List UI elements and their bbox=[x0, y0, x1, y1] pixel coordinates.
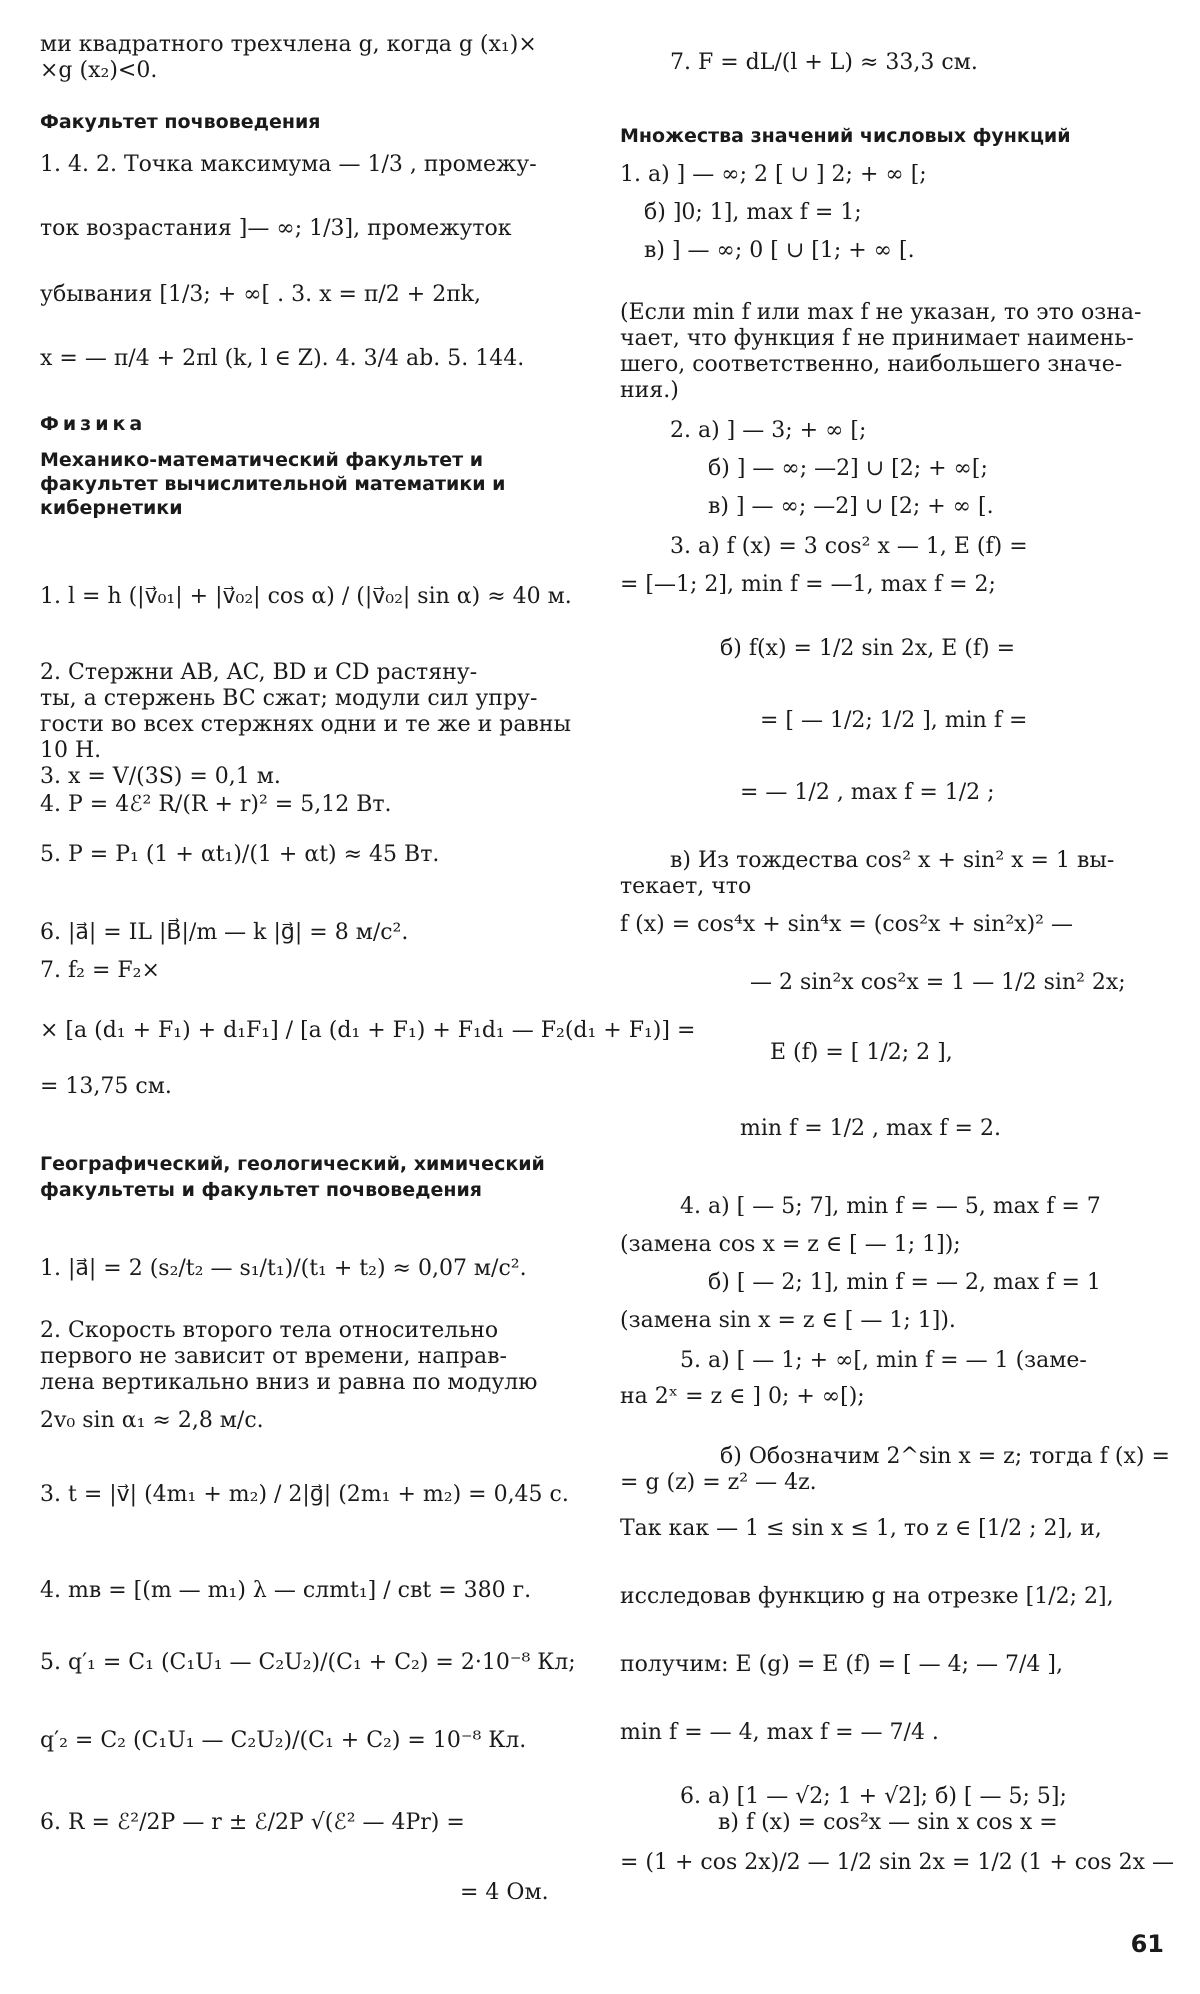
formula-line: E (f) = [ 1/2; 2 ], bbox=[770, 1040, 953, 1065]
formula-line: 4. P = 4ℰ² R/(R + r)² = 5,12 Вт. bbox=[40, 792, 392, 817]
text-line: x = — π/4 + 2πl (k, l ∈ Z). 4. 3/4 ab. 5. 144. bbox=[40, 346, 525, 371]
section-heading: Факультет почвоведения bbox=[40, 111, 321, 133]
text-line: в) ] — ∞; 0 [ ∪ [1; + ∞ [. bbox=[644, 238, 915, 263]
text-line: шего, соответственно, наибольшего значе- bbox=[620, 352, 1123, 377]
formula-line: = — 1/2 , max f = 1/2 ; bbox=[740, 780, 995, 805]
formula-line: 5. а) [ — 1; + ∞[, min f = — 1 (заме- bbox=[680, 1348, 1087, 1373]
text-line: б) ]0; 1], max f = 1; bbox=[644, 200, 862, 225]
formula-line: 5. P = P₁ (1 + αt₁)/(1 + αt) ≈ 45 Вт. bbox=[40, 842, 440, 867]
text-line: б) ] — ∞; —2] ∪ [2; + ∞[; bbox=[708, 456, 988, 481]
text-line: 2. Скорость второго тела относительно bbox=[40, 1318, 499, 1343]
formula-line: = [—1; 2], min f = —1, max f = 2; bbox=[620, 572, 996, 597]
text-line: 1. а) ] — ∞; 2 [ ∪ ] 2; + ∞ [; bbox=[620, 162, 927, 187]
text-line: текает, что bbox=[620, 874, 752, 899]
formula-line: 3. а) f (x) = 3 cos² x — 1, E (f) = bbox=[670, 534, 1028, 559]
formula-line: = 13,75 см. bbox=[40, 1074, 172, 1099]
formula-line: = (1 + cos 2x)/2 — 1/2 sin 2x = 1/2 (1 + cos 2x — bbox=[620, 1850, 1175, 1875]
formula-line: 6. а) [1 — √2; 1 + √2]; б) [ — 5; 5]; bbox=[680, 1784, 1067, 1809]
text-line: 1. 4. 2. Точка максимума — 1/3 , промежу- bbox=[40, 152, 537, 177]
text-line: 2. а) ] — 3; + ∞ [; bbox=[670, 418, 867, 443]
formula-line: 6. R = ℰ²/2P — r ± ℰ/2P √(ℰ² — 4Pr) = bbox=[40, 1810, 465, 1835]
text-line: ×g (x₂)<0. bbox=[40, 58, 158, 83]
formula-line: f (x) = cos⁴x + sin⁴x = (cos²x + sin²x)² — bbox=[620, 912, 1073, 937]
formula-line: min f = 1/2 , max f = 2. bbox=[740, 1116, 1001, 1141]
formula-line: 6. |a⃗| = IL |B⃗|/m — k |g⃗| = 8 м/с². bbox=[40, 920, 409, 945]
text-line: в) ] — ∞; —2] ∪ [2; + ∞ [. bbox=[708, 494, 994, 519]
text-line: в) Из тождества cos² x + sin² x = 1 вы- bbox=[670, 848, 1115, 873]
text-line: чает, что функция f не принимает наимень- bbox=[620, 326, 1134, 351]
section-heading: Механико-математический факультет и bbox=[40, 449, 484, 471]
text-line: ния.) bbox=[620, 378, 679, 403]
text-line: лена вертикально вниз и равна по модулю bbox=[40, 1370, 538, 1395]
formula-line: б) Обозначим 2^sin x = z; тогда f (x) = bbox=[720, 1444, 1170, 1469]
formula-line: = [ — 1/2; 1/2 ], min f = bbox=[760, 708, 1028, 733]
formula-line: 7. F = dL/(l + L) ≈ 33,3 см. bbox=[670, 50, 978, 75]
formula-line: — 2 sin²x cos²x = 1 — 1/2 sin² 2x; bbox=[750, 970, 1126, 995]
formula-line: 5. q′₁ = C₁ (C₁U₁ — C₂U₂)/(C₁ + C₂) = 2·10⁻⁸ Кл; bbox=[40, 1650, 576, 1675]
section-heading: Географический, геологический, химический bbox=[40, 1153, 545, 1175]
formula-line: = 4 Ом. bbox=[460, 1880, 549, 1905]
text-line: на 2ˣ = z ∈ ] 0; + ∞[); bbox=[620, 1384, 865, 1409]
section-heading: факультеты и факультет почвоведения bbox=[40, 1179, 483, 1201]
section-heading: Физика bbox=[40, 413, 147, 435]
formula-line: min f = — 4, max f = — 7/4 . bbox=[620, 1720, 939, 1745]
text-line: (замена sin x = z ∈ [ — 1; 1]). bbox=[620, 1308, 956, 1333]
formula-line: б) [ — 2; 1], min f = — 2, max f = 1 bbox=[708, 1270, 1101, 1295]
text-line: 10 Н. bbox=[40, 738, 102, 763]
text-line: исследовав функцию g на отрезке [1/2; 2], bbox=[620, 1584, 1114, 1609]
text-line: (замена cos x = z ∈ [ — 1; 1]); bbox=[620, 1232, 961, 1257]
text-line: Так как — 1 ≤ sin x ≤ 1, то z ∈ [1/2 ; 2], и, bbox=[620, 1516, 1102, 1541]
formula-line: × [a (d₁ + F₁) + d₁F₁] / [a (d₁ + F₁) + F₁d₁ — F₂(d₁ + F₁)] = bbox=[40, 1018, 696, 1043]
formula-line: q′₂ = C₂ (C₁U₁ — C₂U₂)/(C₁ + C₂) = 10⁻⁸ Кл. bbox=[40, 1728, 527, 1753]
text-line: ток возрастания ]— ∞; 1/3], промежуток bbox=[40, 216, 512, 241]
text-line: ми квадратного трехчлена g, когда g (x₁)× bbox=[40, 32, 537, 57]
page-number: 61 bbox=[1130, 1930, 1164, 1958]
formula-line: б) f(x) = 1/2 sin 2x, E (f) = bbox=[720, 636, 1016, 661]
formula-line: 1. |a⃗| = 2 (s₂/t₂ — s₁/t₁)/(t₁ + t₂) ≈ 0,07 м/с². bbox=[40, 1256, 527, 1281]
formula-line: = g (z) = z² — 4z. bbox=[620, 1470, 817, 1495]
text-line: убывания [1/3; + ∞[ . 3. x = π/2 + 2πk, bbox=[40, 282, 481, 307]
formula-line: 7. f₂ = F₂× bbox=[40, 958, 160, 983]
formula-line: 3. x = V/(3S) = 0,1 м. bbox=[40, 764, 281, 789]
formula-line: 3. t = |v⃗| (4m₁ + m₂) / 2|g⃗| (2m₁ + m₂) = 0,45 с. bbox=[40, 1482, 569, 1507]
text-line: гости во всех стержнях одни и те же и равны bbox=[40, 712, 572, 737]
text-line: (Если min f или max f не указан, то это озна- bbox=[620, 300, 1142, 325]
formula-line: 4. mв = [(m — m₁) λ — cлmt₁] / cвt = 380 г. bbox=[40, 1578, 532, 1603]
formula-line: в) f (x) = cos²x — sin x cos x = bbox=[718, 1810, 1058, 1835]
section-heading: кибернетики bbox=[40, 497, 183, 519]
formula-line: 4. а) [ — 5; 7], min f = — 5, max f = 7 bbox=[680, 1194, 1101, 1219]
formula-line: 2v₀ sin α₁ ≈ 2,8 м/с. bbox=[40, 1408, 264, 1433]
formula-line: получим: E (g) = E (f) = [ — 4; — 7/4 ], bbox=[620, 1652, 1063, 1677]
text-line: 2. Стержни AB, AC, BD и CD растяну- bbox=[40, 660, 478, 685]
section-heading: факультет вычислительной математики и bbox=[40, 473, 506, 495]
formula-line: 1. l = h (|v⃗₀₁| + |v⃗₀₂| cos α) / (|v⃗₀₂| sin α) ≈ 40 м. bbox=[40, 584, 572, 609]
text-line: первого не зависит от времени, направ- bbox=[40, 1344, 507, 1369]
text-line: ты, а стержень BC сжат; модули сил упру- bbox=[40, 686, 538, 711]
section-heading: Множества значений числовых функций bbox=[620, 125, 1071, 147]
right-column bbox=[620, 0, 1175, 1994]
